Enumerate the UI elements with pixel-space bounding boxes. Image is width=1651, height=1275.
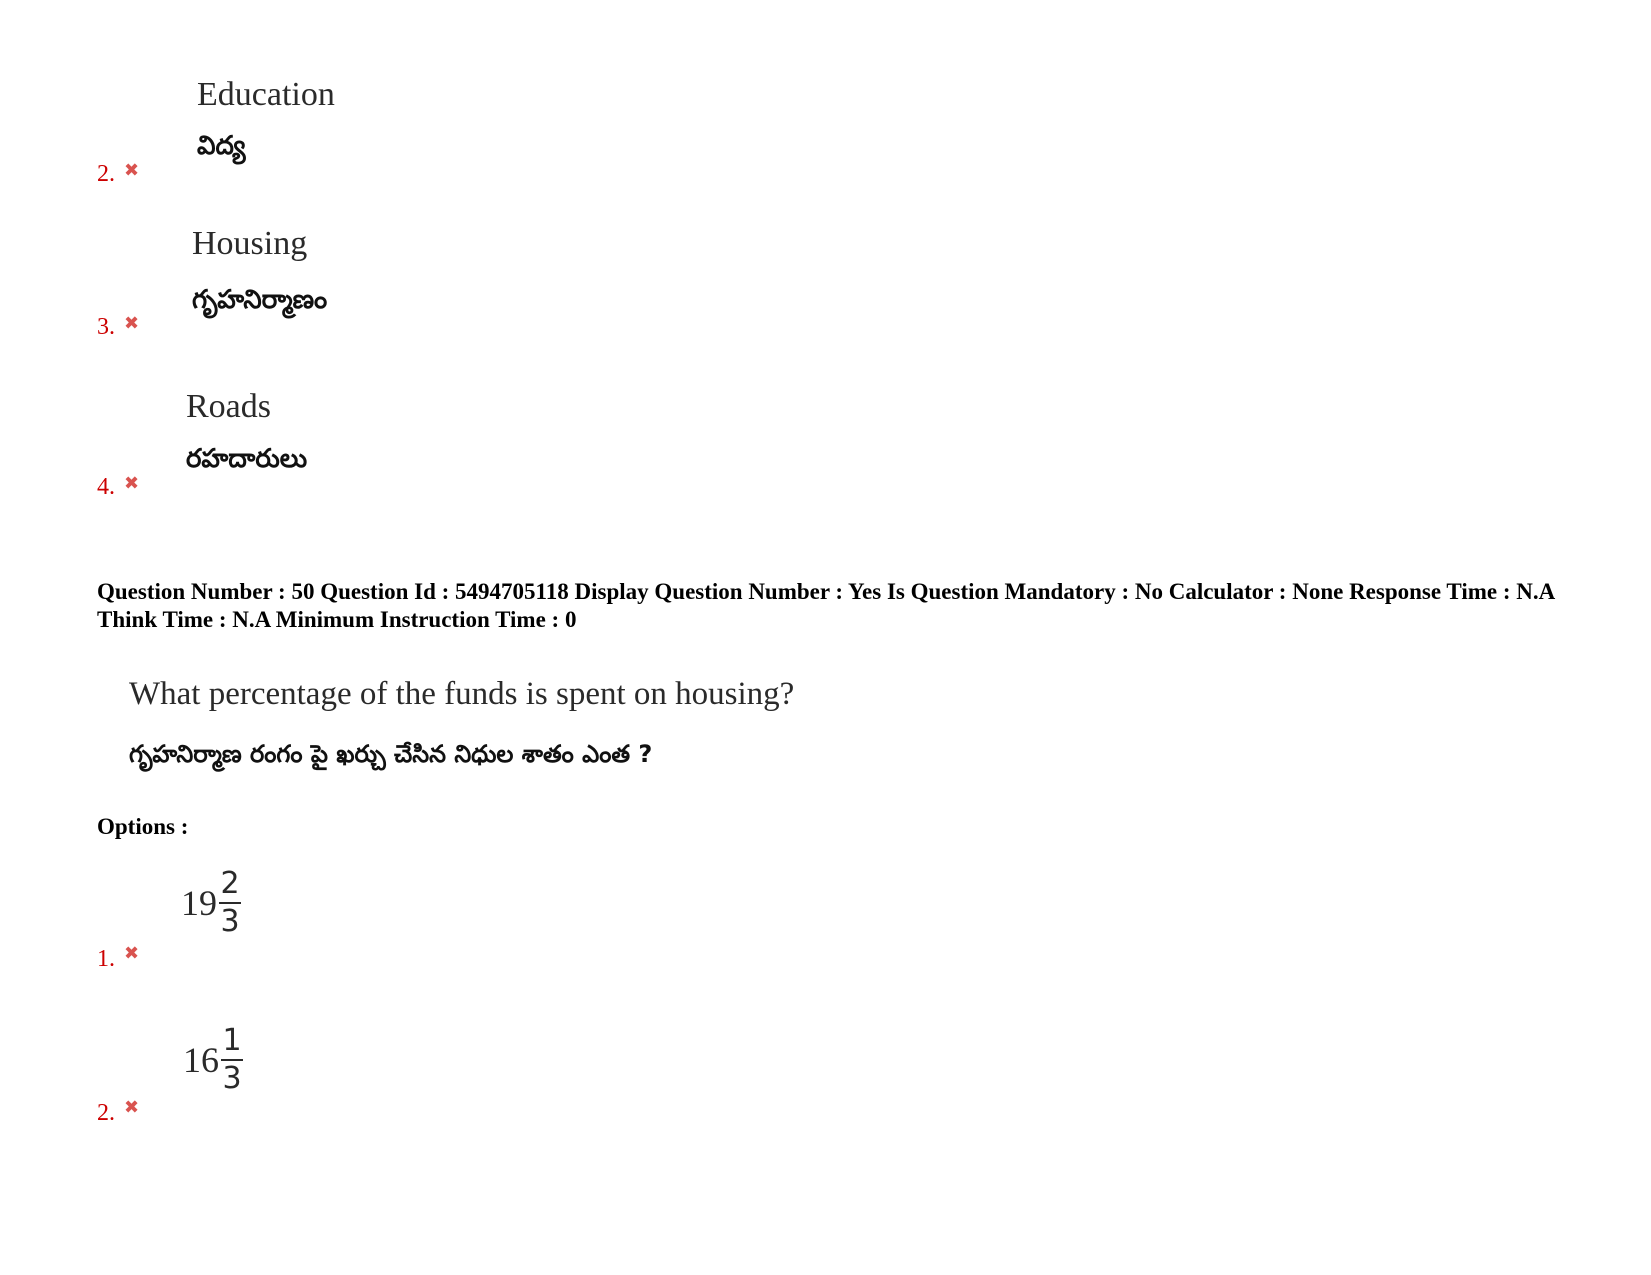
options-heading: Options : [97, 814, 189, 839]
mixed-number [183, 1025, 243, 1094]
option-text-english: Housing [192, 225, 308, 262]
wrong-icon: ✖ [124, 313, 140, 334]
option-number: 1. [97, 946, 115, 972]
wrong-icon: ✖ [124, 160, 140, 181]
option-text-telugu: రహదారులు [186, 444, 308, 474]
option-number: 3. [97, 314, 115, 340]
question-text-english: What percentage of the funds is spent on housing? [129, 676, 795, 712]
option-text-english: Education [197, 76, 335, 113]
wrong-icon: ✖ [124, 943, 140, 964]
denominator: 3 [222, 1060, 242, 1096]
numerator: 2 [220, 866, 240, 901]
wrong-icon: ✖ [124, 473, 140, 494]
option-number: 2. [97, 161, 115, 187]
question-text-telugu: గృహనిర్మాణ రంగం పై ఖర్చు చేసిన నిధుల శాతం ఎంత ? [129, 740, 653, 768]
option-text-english: Roads [186, 388, 271, 425]
whole-part: 16 [183, 1039, 219, 1080]
numerator: 1 [222, 1023, 242, 1058]
option-text-telugu: విద్య [197, 131, 246, 161]
denominator: 3 [220, 903, 240, 939]
mixed-number [181, 868, 241, 937]
whole-part: 19 [181, 882, 217, 923]
wrong-icon: ✖ [124, 1097, 140, 1118]
option-number: 4. [97, 474, 115, 500]
option-number: 2. [97, 1100, 115, 1126]
fraction [221, 1025, 243, 1094]
question-metadata: Question Number : 50 Question Id : 5494705118 Display Question Number : Yes Is Question Mandatory : No Calculator : None Response Time : N.A Think Time : N.A Minimum Instruction Time : 0 [97, 579, 1554, 632]
option-text-telugu: గృహనిర్మాణం [192, 285, 328, 315]
fraction [219, 868, 241, 937]
